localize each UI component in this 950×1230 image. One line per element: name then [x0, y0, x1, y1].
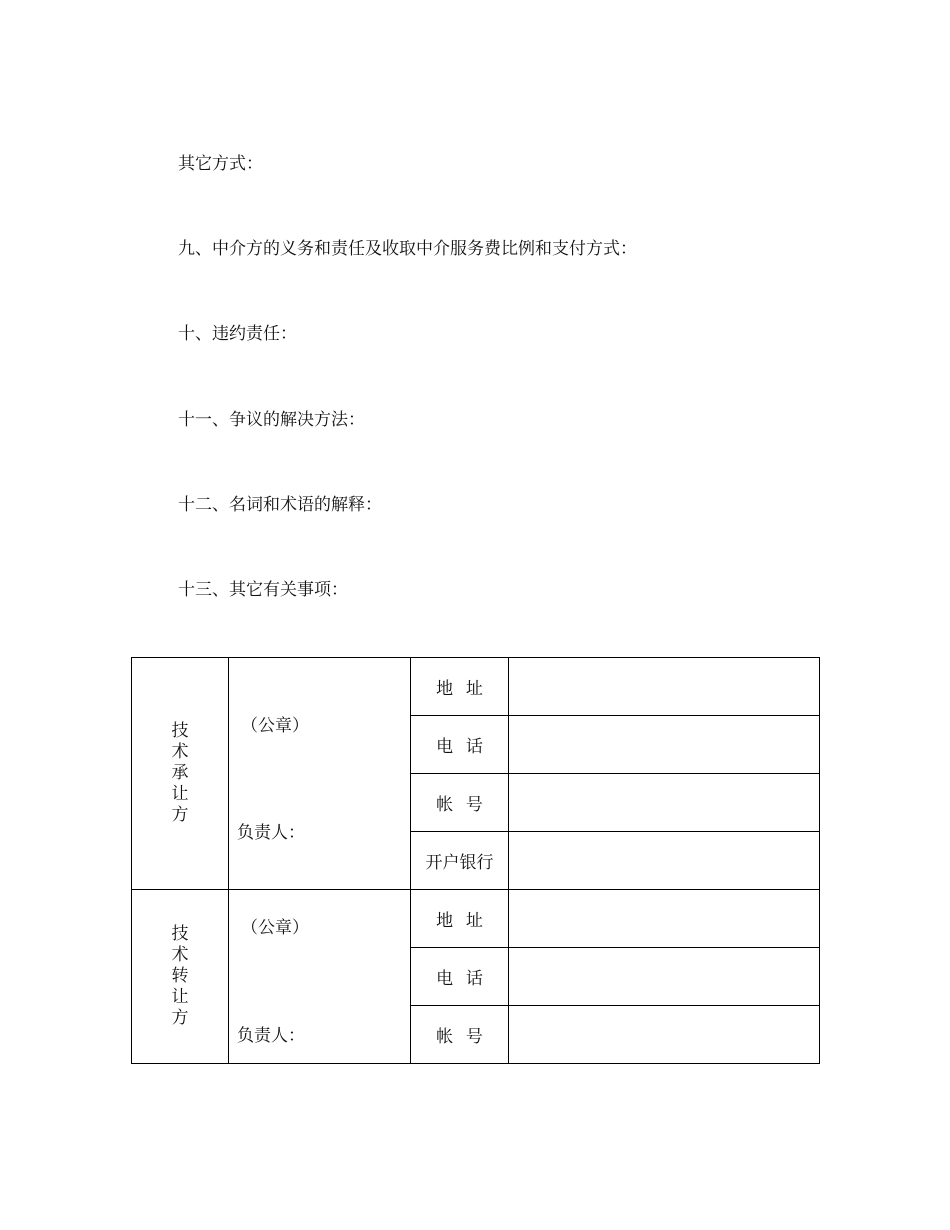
- transferee-account-value[interactable]: [509, 774, 820, 832]
- transferor-party-cell: [132, 890, 229, 1064]
- transferor-party-label: 技术转让方: [171, 924, 189, 1028]
- transferor-seal-cell: [229, 890, 411, 1064]
- transferor-account-label: 帐号: [411, 1006, 509, 1064]
- transferee-seal-cell: [229, 658, 411, 890]
- transferee-party-label: 技术承让方: [171, 721, 189, 825]
- clause-10-breach: 十、违约责任：: [178, 324, 297, 344]
- transferor-phone-label: 电话: [411, 948, 509, 1006]
- transferor-address-label: 地址: [411, 890, 509, 948]
- table-row: [132, 890, 820, 948]
- clause-9-intermediary: 九、中介方的义务和责任及收取中介服务费比例和支付方式：: [178, 239, 637, 259]
- transferor-responsible-label: 负责人：: [237, 1026, 305, 1046]
- clause-other-methods: 其它方式：: [178, 154, 263, 174]
- clause-11-dispute: 十一、争议的解决方法：: [178, 410, 365, 430]
- transferee-phone-value[interactable]: [509, 716, 820, 774]
- transferee-bank-label: 开户银行: [411, 832, 509, 890]
- transferor-account-value[interactable]: [509, 1006, 820, 1064]
- transferee-address-label: 地址: [411, 658, 509, 716]
- transferee-phone-label: 电话: [411, 716, 509, 774]
- transferee-party-cell: [132, 658, 229, 890]
- transferee-bank-value[interactable]: [509, 832, 820, 890]
- transferee-account-label: 帐号: [411, 774, 509, 832]
- signature-table: [131, 657, 820, 1064]
- transferor-address-value[interactable]: [509, 890, 820, 948]
- transferor-phone-value[interactable]: [509, 948, 820, 1006]
- clause-12-terms: 十二、名词和术语的解释：: [178, 495, 382, 515]
- transferee-address-value[interactable]: [509, 658, 820, 716]
- transferor-seal-label: （公章）: [241, 918, 309, 938]
- table-row: [132, 658, 820, 716]
- transferee-responsible-label: 负责人：: [237, 823, 305, 843]
- clause-13-other: 十三、其它有关事项：: [178, 580, 348, 600]
- transferee-seal-label: （公章）: [241, 716, 309, 736]
